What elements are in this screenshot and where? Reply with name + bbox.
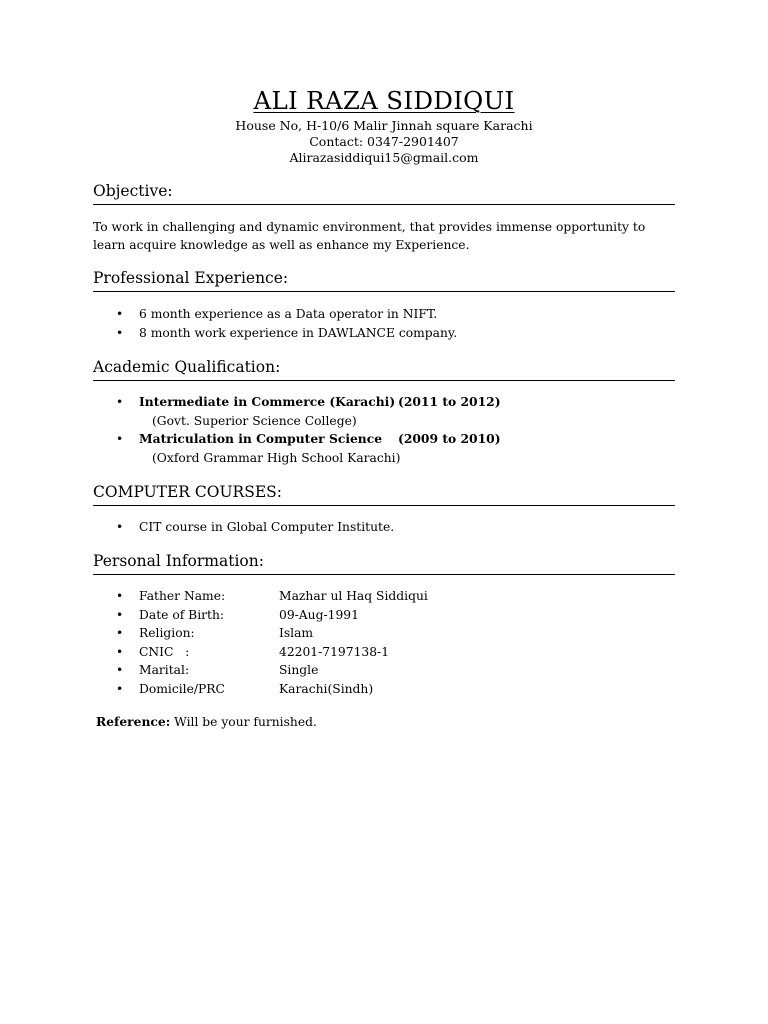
info-value: 42201-7197138-1: [279, 644, 390, 659]
bullet-icon: •: [116, 325, 124, 340]
list-item: [93, 643, 683, 662]
info-value: Islam: [279, 626, 314, 641]
info-value: 09-Aug-1991: [279, 607, 359, 622]
bullet-icon: •: [116, 307, 124, 321]
degree-years: (2009 to 2010): [398, 431, 501, 447]
reference-label: Reference:: [96, 714, 171, 729]
list-item: [93, 430, 683, 467]
list-item: [93, 606, 683, 625]
degree-years: (2011 to 2012): [398, 394, 501, 409]
info-value: Karachi(Sindh): [279, 681, 374, 696]
info-label: CNIC :: [139, 644, 190, 659]
bullet-icon: •: [116, 589, 124, 603]
objective-heading: Objective:: [93, 181, 675, 205]
info-label: Marital:: [139, 663, 190, 678]
experience-item-text: 6 month experience as a Data operator in NIFT.: [139, 307, 438, 321]
bullet-icon: •: [116, 626, 124, 641]
degree-title: Matriculation in Computer Science: [139, 431, 383, 447]
courses-list: [93, 518, 683, 537]
list-item: [93, 393, 683, 430]
degree-institute: (Govt. Superior Science College): [152, 413, 357, 428]
email-line: Alirazasiddiqui15@gmail.com: [289, 150, 479, 165]
list-item: [93, 680, 683, 699]
academic-heading: Academic Qualification:: [93, 357, 675, 381]
list-item: [93, 305, 683, 324]
academic-list: [93, 393, 683, 467]
courses-heading: COMPUTER COURSES:: [93, 482, 675, 506]
experience-list: [93, 305, 683, 342]
list-item: [93, 518, 683, 537]
bullet-icon: •: [116, 663, 124, 678]
bullet-icon: •: [116, 681, 124, 696]
reference-line: [96, 713, 317, 731]
bullet-icon: •: [116, 607, 124, 622]
objective-text: [93, 218, 683, 254]
objective-text-line-2: learn acquire knowledge as well as enhance my Experience.: [93, 238, 470, 252]
contact-line: Contact: 0347-2901407: [309, 134, 459, 149]
bullet-icon: •: [116, 520, 124, 534]
reference-text: Will be your furnished.: [170, 715, 317, 729]
info-label: Date of Birth:: [139, 607, 225, 622]
info-label: Domicile/PRC: [139, 681, 225, 696]
candidate-name: ALI RAZA SIDDIQUI: [253, 86, 515, 115]
info-value: Mazhar ul Haq Siddiqui: [279, 589, 428, 603]
info-label: Religion:: [139, 626, 195, 641]
info-value: Single: [279, 663, 319, 678]
experience-item-text: 8 month work experience in DAWLANCE company.: [139, 325, 458, 340]
bullet-icon: •: [116, 432, 124, 447]
list-item: [93, 324, 683, 343]
list-item: [93, 587, 683, 606]
bullet-icon: •: [116, 644, 124, 659]
personal-heading: Personal Information:: [93, 551, 675, 575]
list-item: [93, 661, 683, 680]
info-label: Father Name:: [139, 589, 226, 603]
course-item-text: CIT course in Global Computer Institute.: [139, 520, 395, 534]
objective-text-line-1: To work in challenging and dynamic environment, that provides immense opportunity to: [93, 220, 646, 234]
address-line: House No, H-10/6 Malir Jinnah square Karachi: [235, 118, 533, 133]
list-item: [93, 624, 683, 643]
bullet-icon: •: [116, 395, 124, 409]
personal-info-list: [93, 587, 683, 699]
experience-heading: Professional Experience:: [93, 268, 675, 292]
degree-institute: (Oxford Grammar High School Karachi): [152, 450, 401, 465]
degree-title: Intermediate in Commerce (Karachi): [139, 394, 396, 409]
